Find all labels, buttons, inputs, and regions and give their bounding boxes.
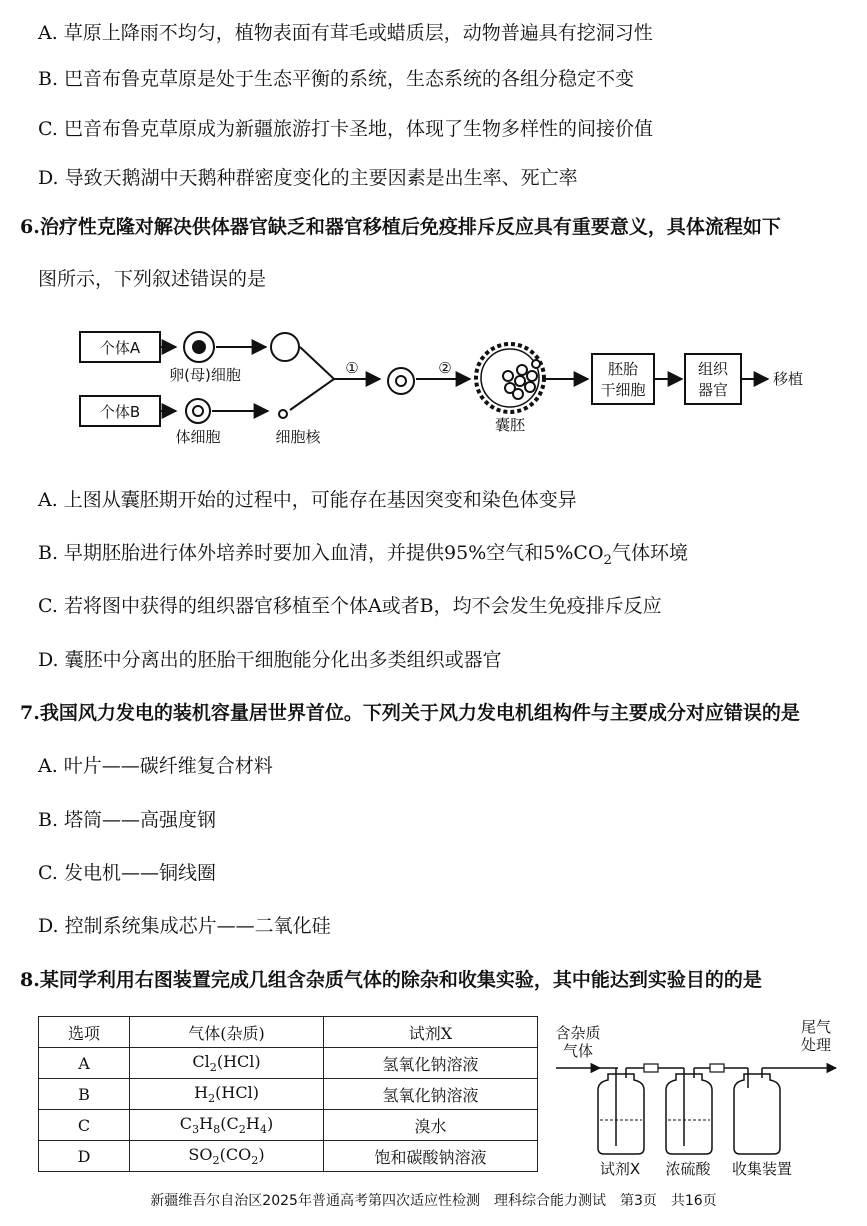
step-2-label: ② xyxy=(438,359,452,377)
bottle1-label: 试剂X xyxy=(599,1160,641,1178)
cloning-flow-diagram xyxy=(70,318,830,463)
q5-option-c: C. 巴音布鲁克草原成为新疆旅游打卡圣地，体现了生物多样性的间接价值 xyxy=(38,118,653,140)
reconstructed-cell-icon xyxy=(388,368,414,394)
outlet-label-l2: 处理 xyxy=(800,1036,832,1054)
step-1-label: ① xyxy=(345,359,359,377)
q7-number: 7. xyxy=(20,702,40,724)
bottle-sulfuric-acid-icon xyxy=(666,1068,712,1154)
table-cell: A xyxy=(39,1048,130,1079)
table-header: 气体(杂质) xyxy=(130,1017,324,1048)
egg-cell-label: 卵(母)细胞 xyxy=(169,366,241,384)
nucleus-label: 细胞核 xyxy=(275,428,321,446)
q6-option-d: D. 囊胚中分离出的胚胎干细胞能分化出多类组织或器官 xyxy=(38,649,502,671)
table-row xyxy=(39,1079,538,1110)
table-cell: B xyxy=(39,1079,130,1110)
gas-purification-apparatus xyxy=(548,1018,848,1178)
transplant-label: 移植 xyxy=(772,370,804,388)
table-cell: 溴水 xyxy=(324,1110,538,1141)
q7-option-d: D. 控制系统集成芯片——二氧化硅 xyxy=(38,915,331,937)
inlet-label-l2: 气体 xyxy=(562,1042,594,1060)
q8-number: 8. xyxy=(20,969,40,991)
table-cell: C xyxy=(39,1110,130,1141)
q6-option-b: B. 早期胚胎进行体外培养时要加入血清，并提供95%空气和$5\%CO_2$气体环境 xyxy=(38,542,689,568)
inlet-label-l1: 含杂质 xyxy=(555,1024,601,1042)
q8-stem: 8.某同学利用右图装置完成几组含杂质气体的除杂和收集实验，其中能达到实验目的的是 xyxy=(20,969,762,991)
q8-options-table xyxy=(38,1016,538,1172)
q7-option-a: A. 叶片——碳纤维复合材料 xyxy=(38,755,273,777)
table-header: 选项 xyxy=(39,1017,130,1048)
q6-stem-line1 xyxy=(20,212,781,239)
page-footer: 新疆维吾尔自治区2025年普通高考第四次适应性检测 理科综合能力测试 第3页 共16页 xyxy=(150,1193,717,1209)
q5-option-d: D. 导致天鹅湖中天鹅种群密度变化的主要因素是出生率、死亡率 xyxy=(38,167,578,189)
table-row xyxy=(39,1110,538,1141)
q6-stem-text: 治疗性克隆对解决供体器官缺乏和器官移植后免疫排斥反应具有重要意义，具体流程如下 xyxy=(39,216,781,238)
outlet-label-l1: 尾气 xyxy=(800,1018,832,1036)
q7-stem: 7.我国风力发电的装机容量居世界首位。下列关于风力发电机组构件与主要成分对应错误的是 xyxy=(20,702,800,724)
body-cell-label: 体细胞 xyxy=(175,428,221,446)
bottle-reagent-x-icon xyxy=(598,1068,644,1154)
table-cell: 饱和碳酸钠溶液 xyxy=(324,1141,538,1172)
esc-label-l2: 干细胞 xyxy=(600,381,646,399)
table-cell: 氢氧化钠溶液 xyxy=(324,1048,538,1079)
blastocyst-label: 囊胚 xyxy=(494,416,526,434)
table-row xyxy=(39,1048,538,1079)
individual-b-label: 个体B xyxy=(99,403,141,421)
enucleated-egg-icon xyxy=(271,333,299,361)
individual-a-label: 个体A xyxy=(99,339,141,357)
table-header: 试剂X xyxy=(324,1017,538,1048)
q6-option-a: A. 上图从囊胚期开始的过程中，可能存在基因突变和染色体变异 xyxy=(38,489,577,511)
table-cell: D xyxy=(39,1141,130,1172)
table-cell: $SO_2(CO_2)$ xyxy=(130,1141,324,1172)
q5-option-a: A. 草原上降雨不均匀，植物表面有茸毛或蜡质层，动物普遍具有挖洞习性 xyxy=(38,22,653,44)
table-cell: $Cl_2(HCl)$ xyxy=(130,1048,324,1079)
table-cell: $C_3H_8(C_2H_4)$ xyxy=(130,1110,324,1141)
q6-option-c: C. 若将图中获得的组织器官移植至个体A或者B，均不会发生免疫排斥反应 xyxy=(38,595,662,617)
q7-option-c: C. 发电机——铜线圈 xyxy=(38,862,216,884)
table-cell: $H_2(HCl)$ xyxy=(130,1079,324,1110)
q5-option-b: B. 巴音布鲁克草原是处于生态平衡的系统，生态系统的各组分稳定不变 xyxy=(38,68,635,90)
tissue-label-l1: 组织 xyxy=(697,360,729,378)
bottle-collection-icon xyxy=(734,1068,780,1154)
esc-label-l1: 胚胎 xyxy=(607,360,639,378)
bottle3-label: 收集装置 xyxy=(731,1160,793,1178)
bottle2-label: 浓硫酸 xyxy=(665,1160,711,1178)
body-cell-icon xyxy=(186,399,210,423)
nucleus-icon xyxy=(279,410,287,418)
table-row xyxy=(39,1141,538,1172)
blastocyst-icon xyxy=(476,344,544,412)
q7-option-b: B. 塔筒——高强度钢 xyxy=(38,809,217,831)
q6-stem-line2: 图所示，下列叙述错误的是 xyxy=(38,268,267,290)
table-cell: 氢氧化钠溶液 xyxy=(324,1079,538,1110)
table-header-row xyxy=(39,1017,538,1048)
tissue-label-l2: 器官 xyxy=(697,381,729,399)
q6-number: 6. xyxy=(20,216,40,238)
